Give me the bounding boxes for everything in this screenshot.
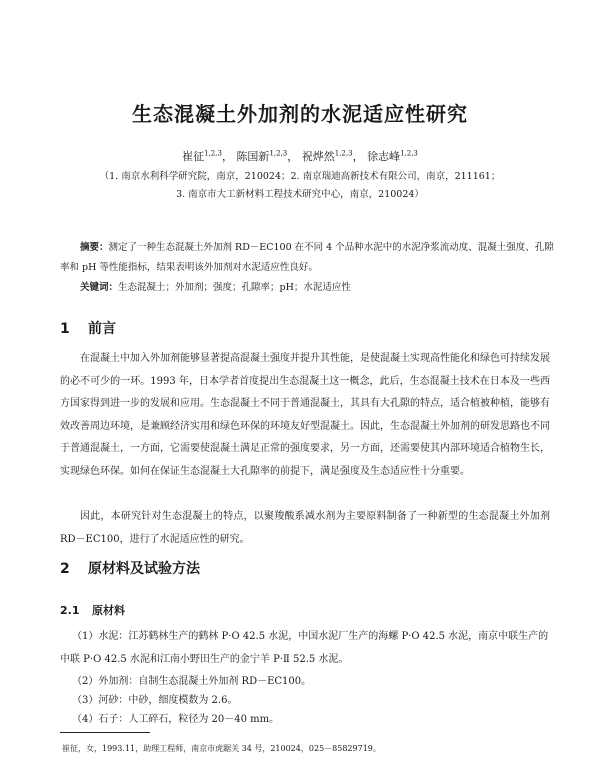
author-name: 祝烨然	[301, 150, 335, 163]
affiliation-line: 3. 南京市大工新材料工程技术研究中心，南京，210024）	[176, 189, 424, 200]
author-affil-sup: 1,2,3	[400, 149, 418, 158]
author-name: 徐志峰	[367, 150, 401, 163]
subsection-heading	[60, 602, 125, 618]
keywords-label: 关键词：	[80, 282, 119, 293]
author-affil-sup: 1,2,3	[269, 149, 288, 158]
material-item: （4）石子：人工碎石，粒径为 20－40 mm。	[72, 714, 280, 725]
author-line: 崔征$^{1,2,3}$， 陈国新$^{1,2,3}$， 祝烨然$^{1,2,3}$， 徐志峰$^{1,2,3}$	[182, 149, 418, 163]
author-name: 陈国新	[236, 150, 270, 163]
section-number: 1	[60, 321, 70, 337]
section-heading	[60, 318, 116, 338]
abstract-body	[60, 238, 560, 278]
author-name: 崔征	[182, 150, 205, 163]
material-item: （2）外加剂：自制生态混凝土外加剂 RD－EC100。	[72, 676, 312, 687]
section-heading	[60, 558, 200, 578]
material-item: （3）河砂：中砂，细度模数为 2.6。	[72, 695, 238, 706]
section-title: 前言	[88, 321, 116, 337]
keywords-text: 生态混凝土；外加剂；强度；孔隙率；pH；水泥适应性	[118, 282, 351, 293]
author-affil-sup: 1,2,3	[334, 149, 353, 158]
body-paragraph: 在混凝土中加入外加剂能够显著提高混凝土强度并提升其性能，是使混凝土实现高性能化和绿色可持续发展的必不可少的一环。1993 年，日本学者首度提出生态混凝土这一概念，此后，生态混凝土技术在日本及一些西方国家得到进一步的发展和应用。生态混凝土不同于普通混凝土，其具有大孔隙的特点，适合植被种植，能够有效改善周边环境，是兼顾经济实用和绿色环保的环境友好型混凝土。因此，生态混凝土外加剂的研发思路也不同于普通混凝土，一方面，它需要使混凝土满足正常的强度要求，另一方面，还需要使其内部环境适合植物生长，实现绿色环保。如何在保证生态混凝土大孔隙率的前提下，满足强度及生态适应性十分重要。	[60, 353, 550, 477]
affiliation-line: （1. 南京水利科学研究院，南京，210024；2. 南京瑞迪高新技术有限公司，南京，211161；	[99, 171, 501, 182]
body-paragraph: 因此，本研究针对生态混凝土的特点，以聚羧酸系减水剂为主要原料制备了一种新型的生态混凝土外加剂 RD－EC100，进行了水泥适应性的研究。	[60, 511, 550, 545]
footnote-divider	[60, 732, 150, 733]
section-title: 原材料及试验方法	[88, 561, 200, 577]
subsection-title: 原材料	[92, 604, 125, 617]
paper-title: 生态混凝土外加剂的水泥适应性研究	[132, 102, 468, 126]
author-footnote: 崔征，女，1993.11，助理工程师，南京市虎踞关 34 号，210024，025－85829719。	[62, 744, 381, 753]
author-affil-sup: 1,2,3	[204, 149, 222, 158]
subsection-number: 2.1	[60, 604, 80, 617]
keywords	[60, 278, 560, 298]
abstract-label: 摘要：	[80, 242, 109, 253]
section-number: 2	[60, 561, 70, 577]
material-item: （1）水泥：江苏鹤林生产的鹤林 P·O 42.5 水泥，中国水泥厂生产的海螺 P·O 42.5 水泥，南京中联生产的中联 P·O 42.5 水泥和江南小野田生产的金宁羊 P·Ⅱ 52.5 水泥。	[60, 631, 549, 665]
abstract	[60, 238, 560, 298]
abstract-text: 测定了一种生态混凝土外加剂 RD－EC100 在不同 4 个品种水泥中的水泥净浆流动度、混凝土强度、孔隙率和 pH 等性能指标，结果表明该外加剂对水泥适应性良好。	[60, 242, 554, 273]
